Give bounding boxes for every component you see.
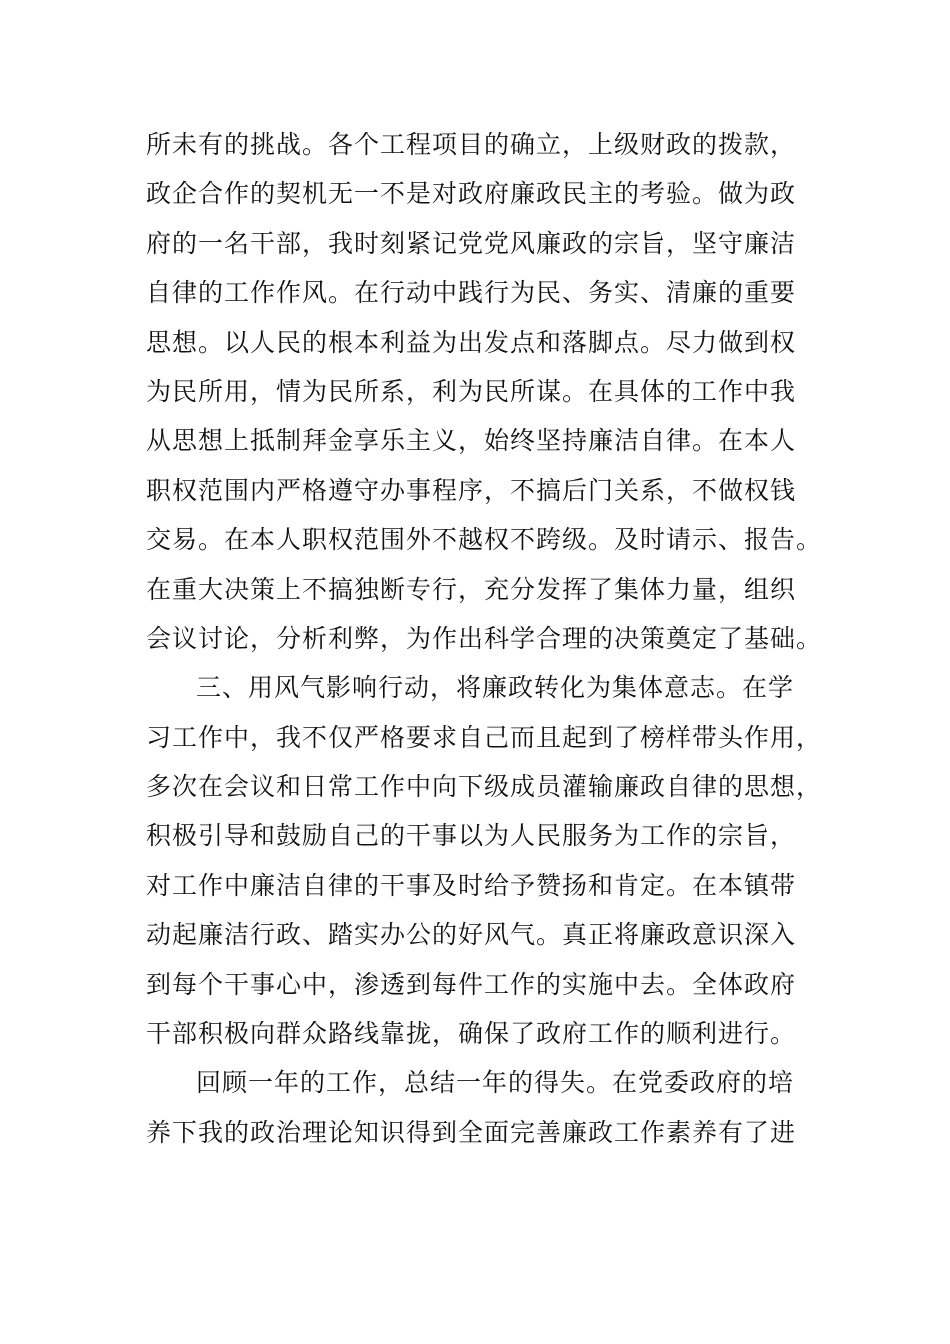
text-line: 养下我的政治理论知识得到全面完善廉政工作素养有了进 bbox=[146, 1117, 797, 1147]
text-line: 习工作中，我不仅严格要求自己而且起到了榜样带头作用， bbox=[146, 722, 823, 752]
text-line: 动起廉洁行政、踏实办公的好风气。真正将廉政意识深入 bbox=[146, 920, 797, 950]
text-line: 思想。以人民的根本利益为出发点和落脚点。尽力做到权 bbox=[146, 327, 797, 357]
text-line: 府的一名干部，我时刻紧记党党风廉政的宗旨，坚守廉洁 bbox=[146, 228, 797, 258]
paragraph-start-line: 三、用风气影响行动，将廉政转化为集体意志。在学 bbox=[196, 673, 795, 703]
text-line: 在重大决策上不搞独断专行，充分发挥了集体力量，组织 bbox=[146, 574, 797, 604]
text-line: 积极引导和鼓励自己的干事以为人民服务为工作的宗旨， bbox=[146, 821, 797, 851]
text-line: 干部积极向群众路线靠拢，确保了政府工作的顺利进行。 bbox=[146, 1019, 797, 1049]
text-line: 所未有的挑战。各个工程项目的确立，上级财政的拨款， bbox=[146, 130, 797, 159]
text-line: 自律的工作作风。在行动中践行为民、务实、清廉的重要 bbox=[146, 278, 797, 308]
text-line: 会议讨论，分析利弊，为作出科学合理的决策奠定了基础。 bbox=[146, 623, 823, 653]
body-text bbox=[146, 120, 823, 1157]
text-line: 交易。在本人职权范围外不越权不跨级。及时请示、报告。 bbox=[146, 525, 823, 555]
text-line: 为民所用，情为民所系，利为民所谋。在具体的工作中我 bbox=[146, 376, 797, 406]
text-line: 对工作中廉洁自律的干事及时给予赞扬和肯定。在本镇带 bbox=[146, 870, 797, 900]
text-line: 政企合作的契机无一不是对政府廉政民主的考验。做为政 bbox=[146, 179, 797, 209]
text-line: 职权范围内严格遵守办事程序，不搞后门关系，不做权钱 bbox=[146, 475, 797, 505]
text-line: 到每个干事心中，渗透到每件工作的实施中去。全体政府 bbox=[146, 969, 797, 999]
text-line: 多次在会议和日常工作中向下级成员灌输廉政自律的思想， bbox=[146, 772, 823, 802]
text-line: 从思想上抵制拜金享乐主义，始终坚持廉洁自律。在本人 bbox=[146, 426, 797, 456]
paragraph-start-line: 回顾一年的工作，总结一年的得失。在党委政府的培 bbox=[196, 1068, 795, 1098]
